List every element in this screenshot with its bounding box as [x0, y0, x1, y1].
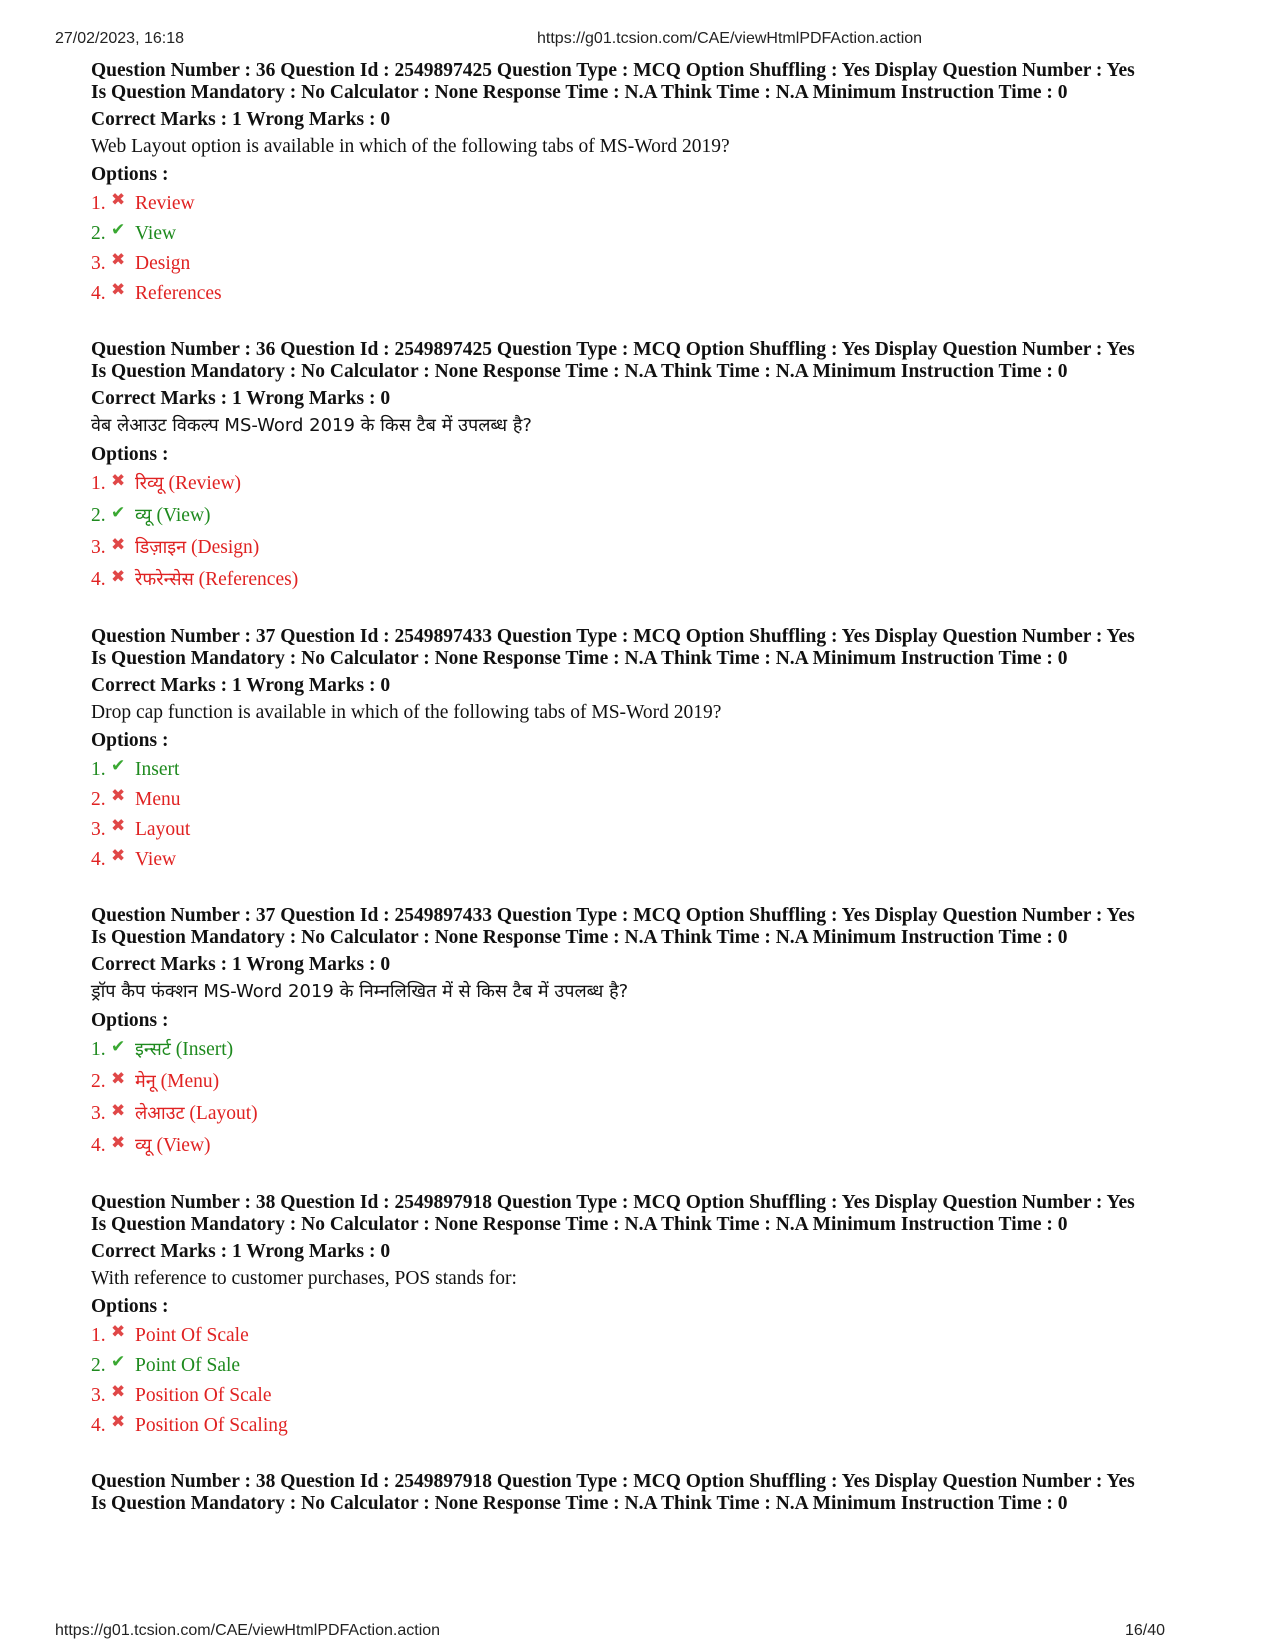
checkmark-icon: ✔ — [111, 756, 126, 776]
question-block — [91, 1471, 1201, 1515]
question-text: Web Layout option is available in which of the following tabs of MS-Word 2019? — [91, 136, 730, 157]
question-text: Drop cap function is available in which of the following tabs of MS-Word 2019? — [91, 702, 722, 723]
option-number: 4. — [91, 283, 106, 304]
option-item — [91, 1070, 1201, 1094]
option-number: 1. — [91, 1039, 106, 1060]
option-item — [91, 1354, 1201, 1377]
cross-icon: ✖ — [111, 1133, 126, 1153]
cross-icon: ✖ — [111, 280, 126, 300]
options-list — [91, 1038, 1201, 1158]
options-list — [91, 472, 1201, 592]
option-hindi-label: रिव्यू — [135, 473, 164, 494]
option-number: 4. — [91, 1415, 106, 1436]
option-item — [91, 818, 1201, 841]
cross-icon: ✖ — [111, 786, 126, 806]
question-marks: Correct Marks : 1 Wrong Marks : 0 — [91, 675, 391, 696]
option-number: 4. — [91, 569, 106, 590]
checkmark-icon: ✔ — [111, 1352, 126, 1372]
option-number: 3. — [91, 1103, 106, 1124]
question-meta-line-1: Question Number : 38 Question Id : 2549897918 Question Type : MCQ Option Shuffling : Yes Display Question Number : Yes — [91, 1192, 1135, 1213]
option-label: Position Of Scale — [135, 1385, 272, 1406]
question-text: With reference to customer purchases, POS stands for: — [91, 1268, 517, 1289]
option-label: Layout — [135, 819, 191, 840]
question-meta-line-2: Is Question Mandatory : No Calculator : None Response Time : N.A Think Time : N.A Minimum Instruction Time : 0 — [91, 648, 1068, 669]
question-meta-line-2: Is Question Mandatory : No Calculator : None Response Time : N.A Think Time : N.A Minimum Instruction Time : 0 — [91, 927, 1068, 948]
cross-icon: ✖ — [111, 816, 126, 836]
option-label: (Insert) — [175, 1039, 234, 1060]
cross-icon: ✖ — [111, 250, 126, 270]
question-meta-line-1: Question Number : 38 Question Id : 2549897918 Question Type : MCQ Option Shuffling : Yes Display Question Number : Yes — [91, 1471, 1135, 1492]
option-number: 2. — [91, 1071, 106, 1092]
question-meta-line-1: Question Number : 36 Question Id : 2549897425 Question Type : MCQ Option Shuffling : Yes Display Question Number : Yes — [91, 60, 1135, 81]
checkmark-icon: ✔ — [111, 220, 126, 240]
option-hindi-label: रेफरेन्सेस — [135, 569, 194, 590]
option-item — [91, 1324, 1201, 1347]
options-label: Options : — [91, 164, 169, 185]
option-number: 2. — [91, 223, 106, 244]
option-item — [91, 282, 1201, 305]
option-label: Point Of Scale — [135, 1325, 249, 1346]
option-label: Design — [135, 253, 191, 274]
cross-icon: ✖ — [111, 846, 126, 866]
option-item — [91, 536, 1201, 560]
options-label: Options : — [91, 1296, 169, 1317]
question-block — [91, 1192, 1201, 1437]
option-number: 2. — [91, 505, 106, 526]
question-meta-line-2: Is Question Mandatory : No Calculator : None Response Time : N.A Think Time : N.A Minimum Instruction Time : 0 — [91, 1493, 1068, 1514]
options-list — [91, 758, 1201, 871]
option-item — [91, 758, 1201, 781]
option-item — [91, 1038, 1201, 1062]
option-item — [91, 1414, 1201, 1437]
question-text: ड्रॉप कैप फंक्शन MS-Word 2019 के निम्नलिखित में से किस टैब में उपलब्ध है? — [91, 981, 629, 1002]
option-item — [91, 568, 1201, 592]
question-block — [91, 339, 1201, 592]
option-number: 4. — [91, 849, 106, 870]
option-label: (View) — [156, 505, 211, 526]
question-meta-line-2: Is Question Mandatory : No Calculator : None Response Time : N.A Think Time : N.A Minimum Instruction Time : 0 — [91, 1214, 1068, 1235]
option-item — [91, 504, 1201, 528]
checkmark-icon: ✔ — [111, 503, 126, 523]
option-label: Insert — [135, 759, 180, 780]
option-item — [91, 788, 1201, 811]
option-number: 1. — [91, 1325, 106, 1346]
option-label: (Design) — [191, 537, 260, 558]
checkmark-icon: ✔ — [111, 1037, 126, 1057]
cross-icon: ✖ — [111, 471, 126, 491]
question-meta-line-1: Question Number : 37 Question Id : 2549897433 Question Type : MCQ Option Shuffling : Yes Display Question Number : Yes — [91, 626, 1135, 647]
option-item — [91, 192, 1201, 215]
question-marks: Correct Marks : 1 Wrong Marks : 0 — [91, 388, 391, 409]
option-label: (Layout) — [189, 1103, 258, 1124]
option-item — [91, 1134, 1201, 1158]
option-number: 2. — [91, 1355, 106, 1376]
question-marks: Correct Marks : 1 Wrong Marks : 0 — [91, 1241, 391, 1262]
option-label: Position Of Scaling — [135, 1415, 288, 1436]
option-item — [91, 848, 1201, 871]
option-label: (Review) — [168, 473, 242, 494]
option-hindi-label: इन्सर्ट — [135, 1039, 171, 1060]
option-hindi-label: मेनू — [135, 1071, 156, 1092]
option-number: 1. — [91, 193, 106, 214]
question-block — [91, 626, 1201, 871]
question-list — [91, 60, 1201, 1549]
options-list — [91, 1324, 1201, 1437]
header-url: https://g01.tcsion.com/CAE/viewHtmlPDFAction.action — [537, 30, 923, 47]
footer-url: https://g01.tcsion.com/CAE/viewHtmlPDFAction.action — [55, 1622, 441, 1639]
question-marks: Correct Marks : 1 Wrong Marks : 0 — [91, 109, 391, 130]
question-text: वेब लेआउट विकल्प MS-Word 2019 के किस टैब में उपलब्ध है? — [91, 415, 532, 436]
option-label: Menu — [135, 789, 181, 810]
options-label: Options : — [91, 730, 169, 751]
option-label: View — [135, 223, 177, 244]
option-label: Point Of Sale — [135, 1355, 241, 1376]
question-meta-line-2: Is Question Mandatory : No Calculator : None Response Time : N.A Think Time : N.A Minimum Instruction Time : 0 — [91, 82, 1068, 103]
option-number: 2. — [91, 789, 106, 810]
option-item — [91, 472, 1201, 496]
cross-icon: ✖ — [111, 567, 126, 587]
question-meta-line-1: Question Number : 36 Question Id : 2549897425 Question Type : MCQ Option Shuffling : Yes Display Question Number : Yes — [91, 339, 1135, 360]
option-label: (References) — [198, 569, 299, 590]
page-number: 16/40 — [1124, 1622, 1165, 1639]
options-list — [91, 192, 1201, 305]
option-number: 3. — [91, 1385, 106, 1406]
option-item — [91, 1102, 1201, 1126]
option-hindi-label: व्यू — [135, 1135, 152, 1156]
option-item — [91, 1384, 1201, 1407]
option-label: View — [135, 849, 177, 870]
option-label: (Menu) — [160, 1071, 220, 1092]
option-number: 4. — [91, 1135, 106, 1156]
cross-icon: ✖ — [111, 1382, 126, 1402]
cross-icon: ✖ — [111, 1322, 126, 1342]
option-item — [91, 252, 1201, 275]
header-datetime: 27/02/2023, 16:18 — [55, 30, 185, 47]
options-label: Options : — [91, 444, 169, 465]
cross-icon: ✖ — [111, 190, 126, 210]
options-label: Options : — [91, 1010, 169, 1031]
option-label: References — [135, 283, 222, 304]
cross-icon: ✖ — [111, 535, 126, 555]
option-label: Review — [135, 193, 195, 214]
option-number: 3. — [91, 253, 106, 274]
option-label: (View) — [156, 1135, 211, 1156]
question-marks: Correct Marks : 1 Wrong Marks : 0 — [91, 954, 391, 975]
cross-icon: ✖ — [111, 1101, 126, 1121]
option-item — [91, 222, 1201, 245]
cross-icon: ✖ — [111, 1069, 126, 1089]
option-hindi-label: व्यू — [135, 505, 152, 526]
question-meta-line-1: Question Number : 37 Question Id : 2549897433 Question Type : MCQ Option Shuffling : Yes Display Question Number : Yes — [91, 905, 1135, 926]
option-hindi-label: डिज़ाइन — [135, 537, 187, 558]
option-number: 1. — [91, 473, 106, 494]
option-number: 1. — [91, 759, 106, 780]
option-number: 3. — [91, 537, 106, 558]
option-hindi-label: लेआउट — [135, 1103, 185, 1124]
option-number: 3. — [91, 819, 106, 840]
cross-icon: ✖ — [111, 1412, 126, 1432]
question-block — [91, 60, 1201, 305]
question-block — [91, 905, 1201, 1158]
question-meta-line-2: Is Question Mandatory : No Calculator : None Response Time : N.A Think Time : N.A Minimum Instruction Time : 0 — [91, 361, 1068, 382]
